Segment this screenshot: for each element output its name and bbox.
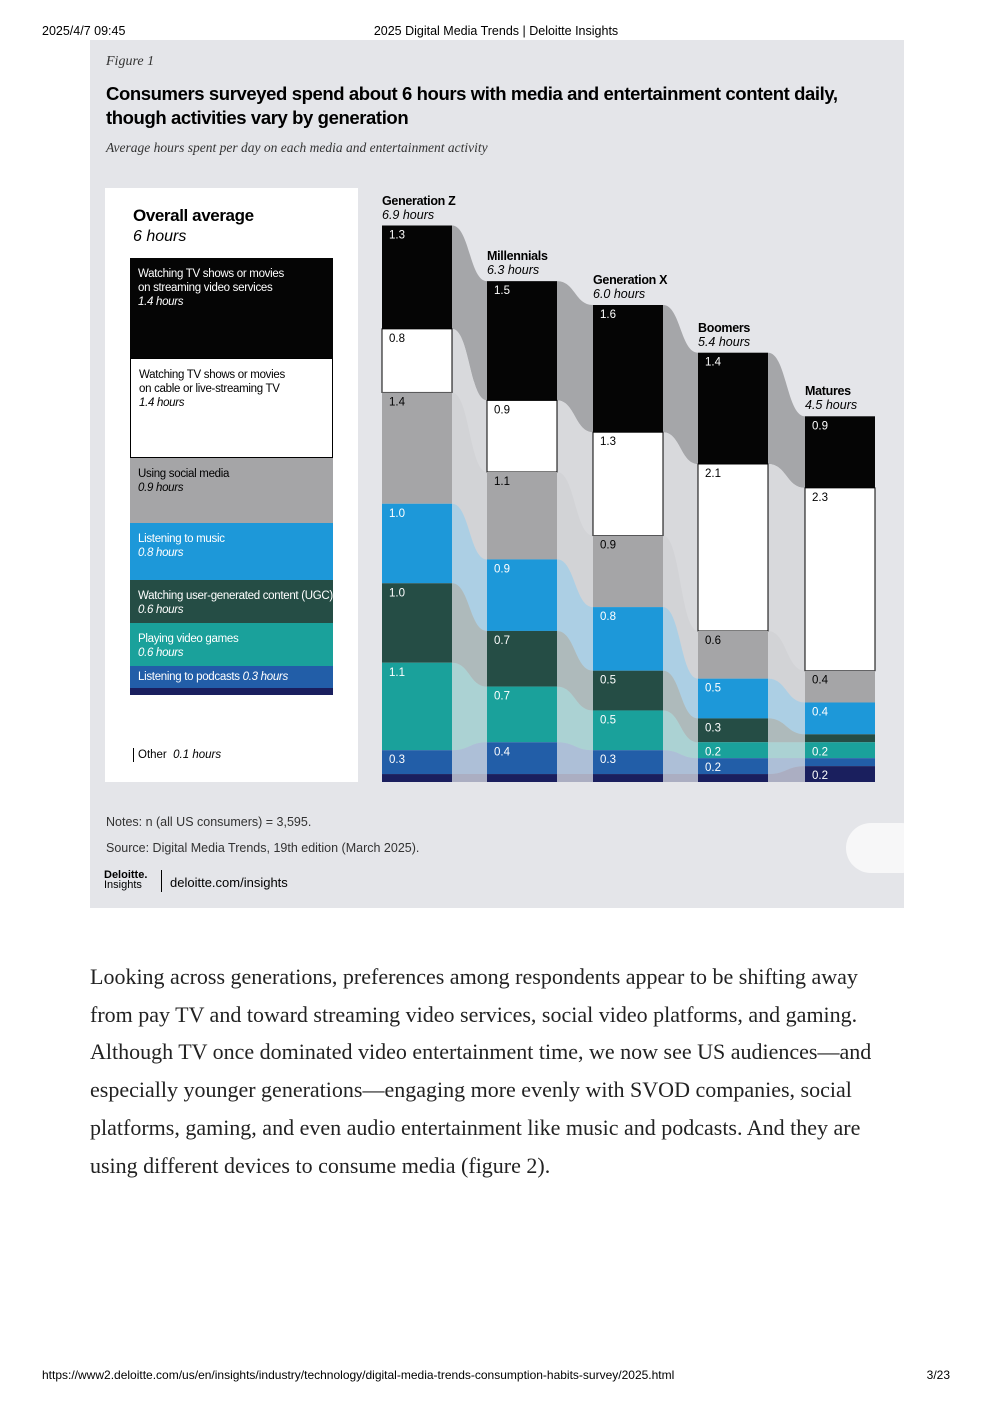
- overall-average-title: Overall average: [133, 206, 254, 225]
- flow-1-series-7: [557, 774, 593, 782]
- generation-total: 4.5 hours: [805, 398, 858, 413]
- legend-swatch-7: [130, 688, 333, 695]
- print-url: https://www2.deloitte.com/us/en/insights/industry/technology/digital-media-trends-consumption-habits-survey/2025.html: [42, 1368, 675, 1382]
- value-label-3-2: 0.6: [705, 634, 721, 647]
- figure-notes: Notes: n (all US consumers) = 3,595.: [106, 815, 312, 829]
- legend-swatch-6: [130, 666, 333, 687]
- legend-other-label: Other: [138, 749, 167, 761]
- bar-3-series-1: [698, 464, 768, 631]
- figure-1: [90, 40, 904, 908]
- value-label-1-1: 0.9: [494, 404, 510, 417]
- legend-hours-1: 1.4 hours: [139, 397, 185, 410]
- value-label-4-0: 0.9: [812, 420, 828, 433]
- legend-label-2: Using social media: [138, 468, 230, 481]
- value-label-4-1: 2.3: [812, 491, 828, 504]
- legend-swatch-5: [130, 623, 333, 666]
- deloitte-brand: Deloitte.: [104, 869, 148, 881]
- value-label-1-2: 1.1: [494, 475, 510, 488]
- floating-pill-button[interactable]: [846, 823, 904, 873]
- value-label-0-5: 1.1: [389, 666, 405, 679]
- legend-hours-0: 1.4 hours: [138, 296, 184, 308]
- value-label-0-0: 1.3: [389, 229, 405, 242]
- bar-2-series-0: [593, 305, 663, 432]
- value-label-1-4: 0.7: [494, 634, 510, 647]
- overall-average-value: 6 hours: [133, 228, 187, 245]
- bar-4-series-1: [805, 488, 875, 671]
- overall-average-legend: [105, 188, 358, 782]
- generation-name: Generation Z: [382, 193, 456, 208]
- bar-1-series-0: [487, 281, 557, 400]
- generation-total: 6.3 hours: [487, 263, 540, 278]
- generation-header-2: [593, 273, 667, 301]
- value-label-1-6: 0.4: [494, 746, 510, 759]
- legend-hours-2: 0.9 hours: [138, 482, 184, 495]
- legend-swatch-1: [130, 358, 333, 458]
- value-label-2-0: 1.6: [600, 309, 616, 321]
- legend-swatch-2: [130, 458, 333, 522]
- generation-header-3: [698, 321, 750, 349]
- legend-hours-4: 0.6 hours: [138, 604, 184, 617]
- legend-label-0: Watching TV shows or movies on streaming video services: [138, 268, 284, 294]
- bar-4-series-6: [805, 758, 875, 766]
- legend-label-3: Listening to music: [138, 532, 225, 545]
- value-label-2-6: 0.3: [600, 754, 616, 767]
- body-paragraph: Looking across generations, preferences among respondents appear to be shifting away from pay TV and toward streaming video services, social video platforms, and gaming. Although TV once dominated video entertainment time, we now see US audiences—and especially younger generations—engaging more evenly with SVOD companies, social platforms, gaming, and even audio entertainment like music and podcasts. And they are using different devices to consume media (figure 2).: [90, 964, 872, 1178]
- value-label-4-2: 0.4: [812, 674, 828, 687]
- bar-3-series-0: [698, 353, 768, 464]
- value-label-3-5: 0.2: [705, 746, 721, 759]
- value-label-2-5: 0.5: [600, 714, 616, 727]
- brand-divider: [161, 870, 162, 892]
- generation-name: Matures: [805, 384, 851, 399]
- flow-2-series-7: [663, 774, 698, 782]
- bar-1-series-7: [487, 774, 557, 782]
- print-header: [0, 24, 992, 40]
- bar-0-series-7: [382, 774, 452, 782]
- legend-other: [133, 748, 221, 762]
- value-label-1-5: 0.7: [494, 690, 510, 703]
- value-label-4-5: 0.2: [812, 746, 828, 759]
- generation-name: Boomers: [698, 320, 751, 335]
- legend-swatch-0: [130, 258, 333, 358]
- figure-title: Consumers surveyed spend about 6 hours with media and entertainment content daily, though activities vary by generation: [106, 83, 838, 128]
- value-label-3-1: 2.1: [705, 468, 721, 480]
- legend-label-6: Listening to podcasts: [138, 671, 240, 684]
- bar-0-series-2: [382, 392, 452, 503]
- flow-3-series-5: [768, 742, 805, 758]
- value-label-3-3: 0.5: [705, 682, 721, 695]
- figure-label: Figure 1: [106, 54, 155, 69]
- generation-total: 6.9 hours: [382, 207, 435, 222]
- generation-header-1: [487, 249, 548, 277]
- legend-swatch-3: [130, 523, 333, 580]
- bar-2-series-7: [593, 774, 663, 782]
- legend-hours-5: 0.6 hours: [138, 647, 184, 660]
- print-title: 2025 Digital Media Trends | Deloitte Insights: [373, 24, 619, 38]
- value-label-1-0: 1.5: [494, 285, 510, 298]
- brand-url: deloitte.com/insights: [170, 875, 288, 890]
- value-label-0-3: 1.0: [389, 507, 405, 520]
- value-label-0-6: 0.3: [389, 754, 405, 767]
- legend-label-4: Watching user-generated content (UGC): [138, 590, 333, 603]
- legend-other-hours: 0.1 hours: [173, 749, 222, 761]
- value-label-1-3: 0.9: [494, 563, 510, 576]
- generation-name: Millennials: [487, 249, 548, 264]
- legend-hours-3: 0.8 hours: [138, 546, 184, 559]
- generation-header-0: [382, 194, 456, 222]
- insights-brand: Insights: [104, 879, 142, 891]
- flow-0-series-7: [452, 774, 487, 782]
- generation-total: 6.0 hours: [593, 287, 646, 301]
- value-label-0-2: 1.4: [389, 396, 405, 409]
- value-label-2-4: 0.5: [600, 674, 616, 687]
- bar-3-series-7: [698, 774, 768, 782]
- legend-hours-6: 0.3 hours: [242, 671, 288, 684]
- value-label-4-7: 0.2: [812, 770, 828, 783]
- deloitte-logo: [104, 870, 147, 890]
- value-label-4-3: 0.4: [812, 706, 828, 719]
- generation-header-4: [805, 384, 857, 412]
- value-label-2-3: 0.8: [600, 611, 616, 624]
- value-label-0-1: 0.8: [389, 332, 405, 345]
- legend-label-1: Watching TV shows or movies on cable or live-streaming TV: [139, 369, 285, 396]
- legend-label-5: Playing video games: [138, 633, 239, 646]
- legend-swatch-4: [130, 580, 333, 623]
- print-date: 2025/4/7 09:45: [42, 24, 126, 38]
- generation-name: Generation X: [593, 273, 668, 287]
- value-label-2-1: 1.3: [600, 436, 616, 449]
- figure-source: Source: Digital Media Trends, 19th edition (March 2025).: [106, 841, 420, 855]
- value-label-2-2: 0.9: [600, 539, 616, 552]
- generation-total: 5.4 hours: [698, 334, 751, 349]
- figure-subtitle: Average hours spent per day on each media and entertainment activity: [106, 140, 488, 155]
- print-page-number: 3/23: [926, 1368, 950, 1382]
- value-label-3-4: 0.3: [705, 722, 721, 735]
- value-label-3-6: 0.2: [705, 762, 721, 775]
- value-label-3-0: 1.4: [705, 356, 721, 369]
- value-label-0-4: 1.0: [389, 587, 405, 600]
- bar-4-series-4: [805, 734, 875, 742]
